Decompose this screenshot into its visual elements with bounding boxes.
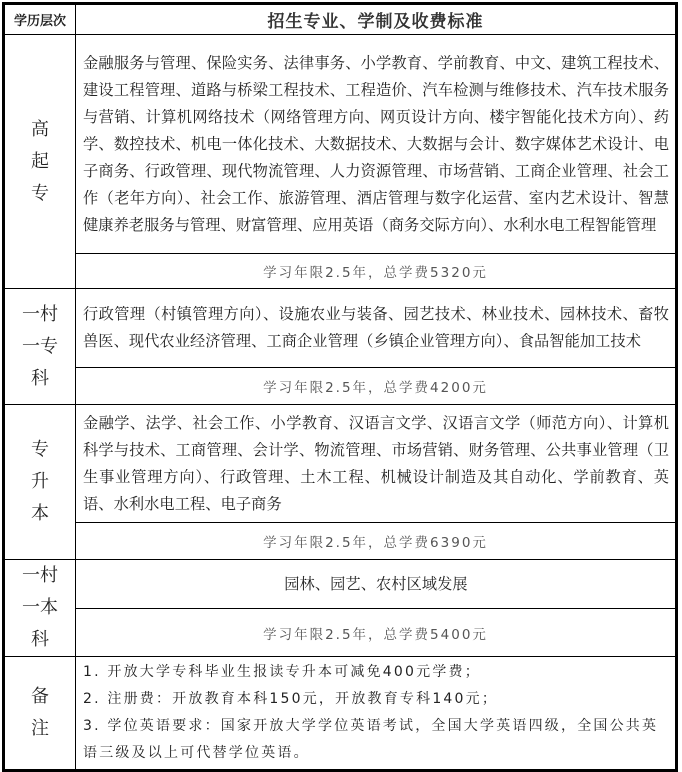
fee-cell: 学习年限2.5年，总学费5400元 bbox=[76, 609, 677, 657]
notes-label-char: 注 bbox=[31, 718, 49, 739]
majors-cell: 园林、园艺、农村区域发展 bbox=[76, 560, 677, 609]
level-char: 一专 bbox=[22, 335, 58, 357]
table-row bbox=[4, 523, 677, 560]
table-row bbox=[4, 609, 677, 657]
level-char: 一村 bbox=[22, 303, 58, 325]
level-char: 科 bbox=[31, 629, 49, 650]
fee-cell: 学习年限2.5年，总学费5320元 bbox=[76, 254, 677, 289]
notes-cell bbox=[76, 657, 677, 771]
level-char: 一本 bbox=[22, 597, 58, 618]
header-title: 招生专业、学制及收费标准 bbox=[76, 4, 677, 35]
education-level-cell bbox=[4, 560, 76, 657]
note-item: 2. 注册费：开放教育本科150元，开放教育专科140元； bbox=[83, 691, 499, 707]
notes-row bbox=[4, 657, 677, 771]
education-level-cell bbox=[4, 405, 76, 560]
level-char: 专 bbox=[31, 182, 49, 204]
level-char: 升 bbox=[31, 471, 49, 492]
level-char: 本 bbox=[31, 503, 49, 524]
fee-cell: 学习年限2.5年，总学费6390元 bbox=[76, 523, 677, 560]
table-row bbox=[4, 368, 677, 405]
level-char: 高 bbox=[31, 118, 49, 140]
table-header-row bbox=[4, 4, 677, 35]
majors-cell: 金融服务与管理、保险实务、法律事务、小学教育、学前教育、中文、建筑工程技术、建设工程管理、道路与桥梁工程技术、工程造价、汽车检测与维修技术、汽车技术服务与营销、计算机网络技术（网络管理方向、网页设计方向、楼宇智能化技术方向）、药学、数控技术、机电一体化技术、大数据技术、大数据与会计、数字媒体艺术设计、电子商务、行政管理、现代物流管理、人力资源管理、市场营销、工商企业管理、社会工作（老年方向）、社会工作、旅游管理、酒店管理与数字化运营、室内艺术设计、智慧健康养老服务与管理、财富管理、应用英语（商务交际方向）、水利水电工程智能管理 bbox=[76, 35, 677, 254]
level-char: 起 bbox=[31, 150, 49, 172]
table-row bbox=[4, 405, 677, 523]
notes-label-cell bbox=[4, 657, 76, 771]
enrollment-fee-table bbox=[2, 2, 678, 772]
table-row bbox=[4, 254, 677, 289]
note-item: 1. 开放大学专科毕业生报读专升本可减免400元学费； bbox=[83, 664, 481, 680]
notes-label-char: 备 bbox=[31, 686, 49, 707]
level-char: 科 bbox=[31, 367, 49, 389]
majors-cell: 金融学、法学、社会工作、小学教育、汉语言文学、汉语言文学（师范方向）、计算机科学与技术、工商管理、会计学、物流管理、市场营销、财务管理、公共事业管理（卫生事业管理方向）、行政管理、土木工程、机械设计制造及其自动化、学前教育、英语、水利水电工程、电子商务 bbox=[76, 405, 677, 523]
majors-cell: 行政管理（村镇管理方向）、设施农业与装备、园艺技术、林业技术、园林技术、畜牧兽医、现代农业经济管理、工商企业管理（乡镇企业管理方向）、食品智能加工技术 bbox=[76, 289, 677, 368]
table-row bbox=[4, 289, 677, 368]
table-row bbox=[4, 560, 677, 609]
education-level-cell bbox=[4, 35, 76, 289]
level-char: 一村 bbox=[22, 565, 58, 586]
fee-cell: 学习年限2.5年，总学费4200元 bbox=[76, 368, 677, 405]
header-education-level: 学历层次 bbox=[4, 4, 76, 35]
note-item: 3. 学位英语要求：国家开放大学学位英语考试，全国大学英语四级，全国公共英语三级及以上可代替学位英语。 bbox=[83, 718, 659, 761]
level-char: 专 bbox=[31, 439, 49, 460]
table-row bbox=[4, 35, 677, 254]
education-level-cell bbox=[4, 289, 76, 405]
